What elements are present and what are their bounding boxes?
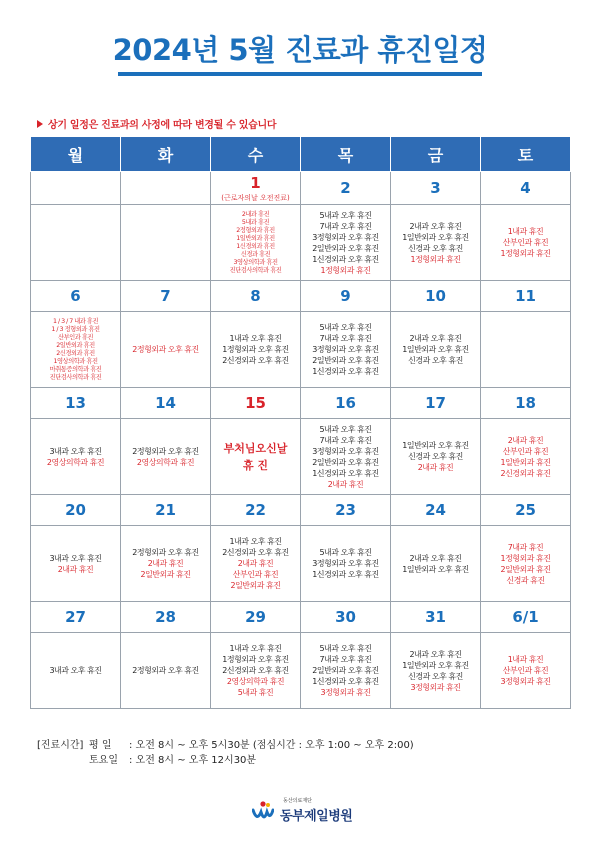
closure-entry: 1내과 오후 휴진 [229, 537, 282, 546]
date-row [31, 602, 571, 633]
date-number: 25 [515, 501, 536, 519]
date-cell [391, 172, 481, 205]
closure-cell [301, 312, 391, 388]
date-number: 17 [425, 394, 446, 412]
date-cell [481, 281, 571, 312]
closure-entry: 1일반외과 오후 휴진 [402, 660, 469, 670]
closure-entry: 2일반외과 오후 휴진 [312, 356, 379, 365]
date-number: 3 [430, 179, 441, 197]
closure-entry: 1일반외과 오후 휴진 [402, 232, 469, 242]
date-cell [481, 602, 571, 633]
date-number: 2 [340, 179, 351, 197]
closure-entry: 5내과 오후 휴진 [319, 210, 372, 220]
date-cell [31, 602, 121, 633]
closure-entry: 1신경외과 오후 휴진 [312, 570, 379, 579]
closure-cell [391, 633, 481, 709]
date-cell [301, 388, 391, 419]
closure-cell [31, 633, 121, 709]
date-number: 20 [65, 501, 86, 519]
closure-entry: 3정형외과 오후 휴진 [312, 446, 379, 456]
closure-entry: 1정형외과 휴진 [410, 254, 461, 264]
date-number: 1 [250, 173, 261, 192]
schedule-calendar [30, 137, 571, 709]
closure-entry: 2정형외과 오후 휴진 [132, 446, 199, 456]
closure-row [31, 419, 571, 495]
notice [37, 116, 276, 131]
closure-cell [391, 419, 481, 495]
closure-entry: 3내과 오후 휴진 [49, 446, 102, 456]
closure-entry: 1 / 3 정형외과 휴진 [51, 325, 100, 333]
closure-entry: 2일반외과 오후 휴진 [312, 243, 379, 253]
date-cell [301, 172, 391, 205]
date-number: 22 [245, 501, 266, 519]
closure-cell [31, 205, 121, 281]
closure-cell [481, 526, 571, 602]
closure-entry: 산부인과 휴진 [232, 570, 279, 579]
closure-entry: 3영상의학과 휴진 [233, 258, 278, 266]
closure-entry: 3정형외과 오후 휴진 [312, 345, 379, 354]
closure-cell [301, 419, 391, 495]
closure-cell [481, 419, 571, 495]
date-number: 18 [515, 394, 536, 412]
date-cell [481, 495, 571, 526]
closure-entry: 7내과 오후 휴진 [319, 334, 372, 343]
closure-entry: 2신경외과 오후 휴진 [222, 666, 289, 675]
closure-entry: 2내과 휴진 [327, 479, 364, 489]
closure-entry: 1영상의학과 휴진 [53, 357, 98, 365]
date-cell [481, 172, 571, 205]
closure-entry: 2신경외과 오후 휴진 [222, 548, 289, 557]
date-number: 28 [155, 608, 176, 626]
closure-entry: 5내과 휴진 [241, 218, 270, 226]
date-cell [121, 388, 211, 419]
closure-row [31, 312, 571, 388]
closure-entry: 1일반외과 휴진 [500, 457, 551, 467]
closure-entry: 1일반외과 휴진 [236, 234, 275, 242]
weekday-fri: 금 [391, 137, 481, 172]
date-cell [121, 281, 211, 312]
date-number: 23 [335, 501, 356, 519]
closure-cell [121, 312, 211, 388]
date-cell [211, 495, 301, 526]
closure-entry: 1신경외과 오후 휴진 [312, 468, 379, 478]
date-number: 10 [425, 287, 446, 305]
closure-entry: 3정형외과 오후 휴진 [312, 232, 379, 242]
date-number: 13 [65, 394, 86, 412]
closure-entry: 5내과 오후 휴진 [319, 644, 372, 653]
closure-entry: 1신경외과 오후 휴진 [312, 367, 379, 376]
closure-entry: 2내과 휴진 [147, 559, 184, 568]
closure-cell [481, 205, 571, 281]
closure-entry: 2내과 휴진 [507, 435, 544, 445]
closure-entry: 신경과 오후 휴진 [408, 356, 463, 365]
date-number: 31 [425, 608, 446, 626]
closure-entry: 1신경외과 오후 휴진 [312, 677, 379, 686]
date-number: 16 [335, 394, 356, 412]
closure-entry: 2신경외과 오후 휴진 [222, 356, 289, 365]
closure-entry: 신경과 오후 휴진 [408, 671, 463, 681]
date-number: 8 [250, 287, 261, 305]
closure-entry: 산부인과 휴진 [502, 238, 549, 247]
date-cell [211, 602, 301, 633]
date-cell [391, 281, 481, 312]
hours-saturday-time: : 오전 8시 ~ 오후 12시30분 [129, 755, 257, 766]
date-cell [301, 281, 391, 312]
closure-cell [301, 526, 391, 602]
date-note: (근로자의날 오전진료) [221, 193, 290, 202]
closure-cell [391, 526, 481, 602]
logo-name: 동부제일병원 [280, 809, 353, 824]
closure-entry: 1신경외과 휴진 [236, 242, 275, 250]
closure-entry: 2영상의학과 휴진 [136, 457, 195, 467]
holiday-name: 부처님오신날 [223, 441, 288, 455]
closure-cell [121, 419, 211, 495]
date-number: 24 [425, 501, 446, 519]
closure-row [31, 633, 571, 709]
closure-cell [31, 312, 121, 388]
closure-entry: 2내과 오후 휴진 [409, 221, 462, 231]
closure-entry: 2영상의학과 휴진 [226, 677, 285, 686]
date-cell [31, 388, 121, 419]
closure-cell [211, 419, 301, 495]
closure-entry: 1내과 오후 휴진 [229, 644, 282, 653]
date-number: 29 [245, 608, 266, 626]
date-cell [301, 602, 391, 633]
closure-entry: 1정형외과 휴진 [500, 553, 551, 563]
hospital-logo [252, 795, 372, 825]
closure-entry: 5내과 오후 휴진 [319, 424, 372, 434]
date-number: 6 [70, 287, 81, 305]
weekday-sat: 토 [481, 137, 571, 172]
date-cell [391, 602, 481, 633]
date-cell [121, 495, 211, 526]
page-title: 2024년 5월 진료과 휴진일정 [112, 33, 488, 67]
closure-entry: 신경과 휴진 [240, 250, 271, 258]
notice-text: 상기 일정은 진료과의 사정에 따라 변경될 수 있습니다 [48, 120, 277, 131]
closure-entry: 1정형외과 오후 휴진 [222, 345, 289, 354]
closure-entry: 마취통증의학과 휴진 [49, 365, 102, 373]
closure-entry: 1신경외과 오후 휴진 [312, 254, 379, 264]
hours-weekday-time: : 오전 8시 ~ 오후 5시30분 (점심시간 : 오후 1:00 ~ 오후 2:00) [129, 740, 414, 751]
date-number: 11 [515, 287, 536, 305]
closure-entry: 1일반외과 오후 휴진 [402, 345, 469, 354]
hours-saturday [37, 753, 414, 768]
closure-entry: 2내과 오후 휴진 [409, 553, 462, 563]
closure-entry: 3정형외과 휴진 [410, 682, 461, 692]
date-row [31, 172, 571, 205]
closure-entry: 2신경외과 휴진 [56, 349, 95, 357]
closure-entry: 3정형외과 휴진 [320, 688, 371, 697]
closure-entry: 3내과 오후 휴진 [49, 553, 102, 563]
title-underline [118, 72, 482, 76]
closure-entry: 산부인과 휴진 [502, 446, 549, 456]
holiday-status: 휴 진 [242, 458, 269, 472]
closure-cell [31, 419, 121, 495]
date-cell [31, 495, 121, 526]
date-row [31, 388, 571, 419]
date-cell [31, 172, 121, 205]
logo-foundation: 동산의료재단 [283, 798, 312, 804]
closure-cell [31, 526, 121, 602]
closure-entry: 7내과 오후 휴진 [319, 221, 372, 231]
closure-entry: 신경과 오후 휴진 [408, 452, 463, 461]
closure-entry: 2일반외과 휴진 [56, 341, 95, 349]
closure-entry: 5내과 오후 휴진 [319, 323, 372, 332]
closure-entry: 1 / 3 / 7 내과 휴진 [52, 317, 99, 325]
closure-cell [211, 205, 301, 281]
date-number: 14 [155, 394, 176, 412]
closure-cell [481, 312, 571, 388]
closure-entry: 2일반외과 휴진 [500, 564, 551, 574]
closure-entry: 3정형외과 오후 휴진 [312, 559, 379, 568]
date-cell [121, 602, 211, 633]
closure-entry: 2내과 휴진 [237, 559, 274, 568]
closure-cell [211, 633, 301, 709]
date-number: 30 [335, 608, 356, 626]
closure-entry: 3내과 오후 휴진 [49, 666, 102, 675]
hours-label: [진료시간] [37, 740, 84, 751]
closure-entry: 2정형외과 오후 휴진 [132, 666, 199, 675]
closure-entry: 2내과 휴진 [417, 463, 454, 472]
date-row [31, 495, 571, 526]
notice-arrow-icon [37, 120, 43, 128]
date-number: 6/1 [512, 608, 539, 626]
date-cell [211, 281, 301, 312]
closure-cell [121, 205, 211, 281]
closure-entry: 진단검사의학과 휴진 [49, 373, 102, 381]
closure-row [31, 205, 571, 281]
weekday-thu: 목 [301, 137, 391, 172]
date-cell [211, 388, 301, 419]
closure-cell [121, 526, 211, 602]
closure-entry: 1정형외과 오후 휴진 [222, 655, 289, 664]
closure-cell [211, 312, 301, 388]
closure-entry: 1내과 휴진 [507, 655, 544, 664]
closure-entry: 2내과 휴진 [57, 564, 94, 574]
closure-row [31, 526, 571, 602]
closure-entry: 2일반외과 휴진 [230, 581, 281, 590]
closure-entry: 2내과 오후 휴진 [409, 649, 462, 659]
closure-entry: 2정형외과 오후 휴진 [132, 548, 199, 557]
closure-entry: 1내과 휴진 [507, 227, 544, 236]
date-cell [391, 388, 481, 419]
closure-cell [391, 312, 481, 388]
closure-entry: 1내과 오후 휴진 [229, 334, 282, 343]
closure-entry: 1일반외과 오후 휴진 [402, 441, 469, 450]
closure-cell [391, 205, 481, 281]
clinic-hours [37, 738, 414, 768]
date-number: 4 [520, 179, 531, 197]
hours-weekday [37, 738, 414, 753]
closure-entry: 2내과 휴진 [241, 210, 270, 218]
closure-entry: 7내과 오후 휴진 [319, 435, 372, 445]
closure-entry: 신경과 휴진 [506, 575, 545, 585]
closure-cell [121, 633, 211, 709]
date-row [31, 281, 571, 312]
date-cell [481, 388, 571, 419]
closure-cell [301, 633, 391, 709]
closure-entry: 1정형외과 휴진 [320, 265, 371, 275]
closure-entry: 7내과 휴진 [507, 542, 544, 552]
closure-cell [481, 633, 571, 709]
weekday-header [31, 137, 571, 172]
closure-cell [301, 205, 391, 281]
closure-entry: 산부인과 휴진 [502, 666, 549, 675]
date-number: 9 [340, 287, 351, 305]
date-cell [121, 172, 211, 205]
closure-entry: 5내과 오후 휴진 [319, 548, 372, 557]
closure-entry: 5내과 휴진 [237, 688, 274, 697]
closure-entry: 7내과 오후 휴진 [319, 655, 372, 664]
closure-entry: 2정형외과 오후 휴진 [132, 345, 199, 354]
closure-entry: 진단검사의학과 휴진 [229, 266, 282, 274]
closure-entry: 1일반외과 오후 휴진 [402, 564, 469, 574]
hours-weekday-label: 평 일 [89, 740, 112, 751]
hours-saturday-label: 토요일 [89, 755, 118, 766]
closure-entry: 2일반외과 오후 휴진 [312, 457, 379, 467]
date-cell [31, 281, 121, 312]
date-cell [211, 172, 301, 205]
closure-entry: 2신경외과 휴진 [500, 468, 551, 478]
date-number: 21 [155, 501, 176, 519]
closure-cell [211, 526, 301, 602]
closure-entry: 2일반외과 오후 휴진 [312, 666, 379, 675]
date-number: 15 [245, 394, 266, 412]
date-number: 27 [65, 608, 86, 626]
closure-entry: 1정형외과 휴진 [500, 249, 551, 258]
closure-entry: 2영상의학과 휴진 [46, 457, 105, 467]
closure-entry: 2내과 오후 휴진 [409, 334, 462, 343]
closure-entry: 3정형외과 휴진 [500, 677, 551, 686]
weekday-mon: 월 [31, 137, 121, 172]
closure-entry: 2일반외과 휴진 [140, 570, 191, 579]
closure-entry: 2정형외과 휴진 [236, 226, 275, 234]
weekday-tue: 화 [121, 137, 211, 172]
hospital-logo-icon [252, 800, 274, 822]
date-number: 7 [160, 287, 171, 305]
closure-entry: 신경과 오후 휴진 [408, 243, 463, 253]
date-cell [301, 495, 391, 526]
closure-entry: 산부인과 휴진 [58, 333, 93, 341]
date-cell [391, 495, 481, 526]
weekday-wed: 수 [211, 137, 301, 172]
